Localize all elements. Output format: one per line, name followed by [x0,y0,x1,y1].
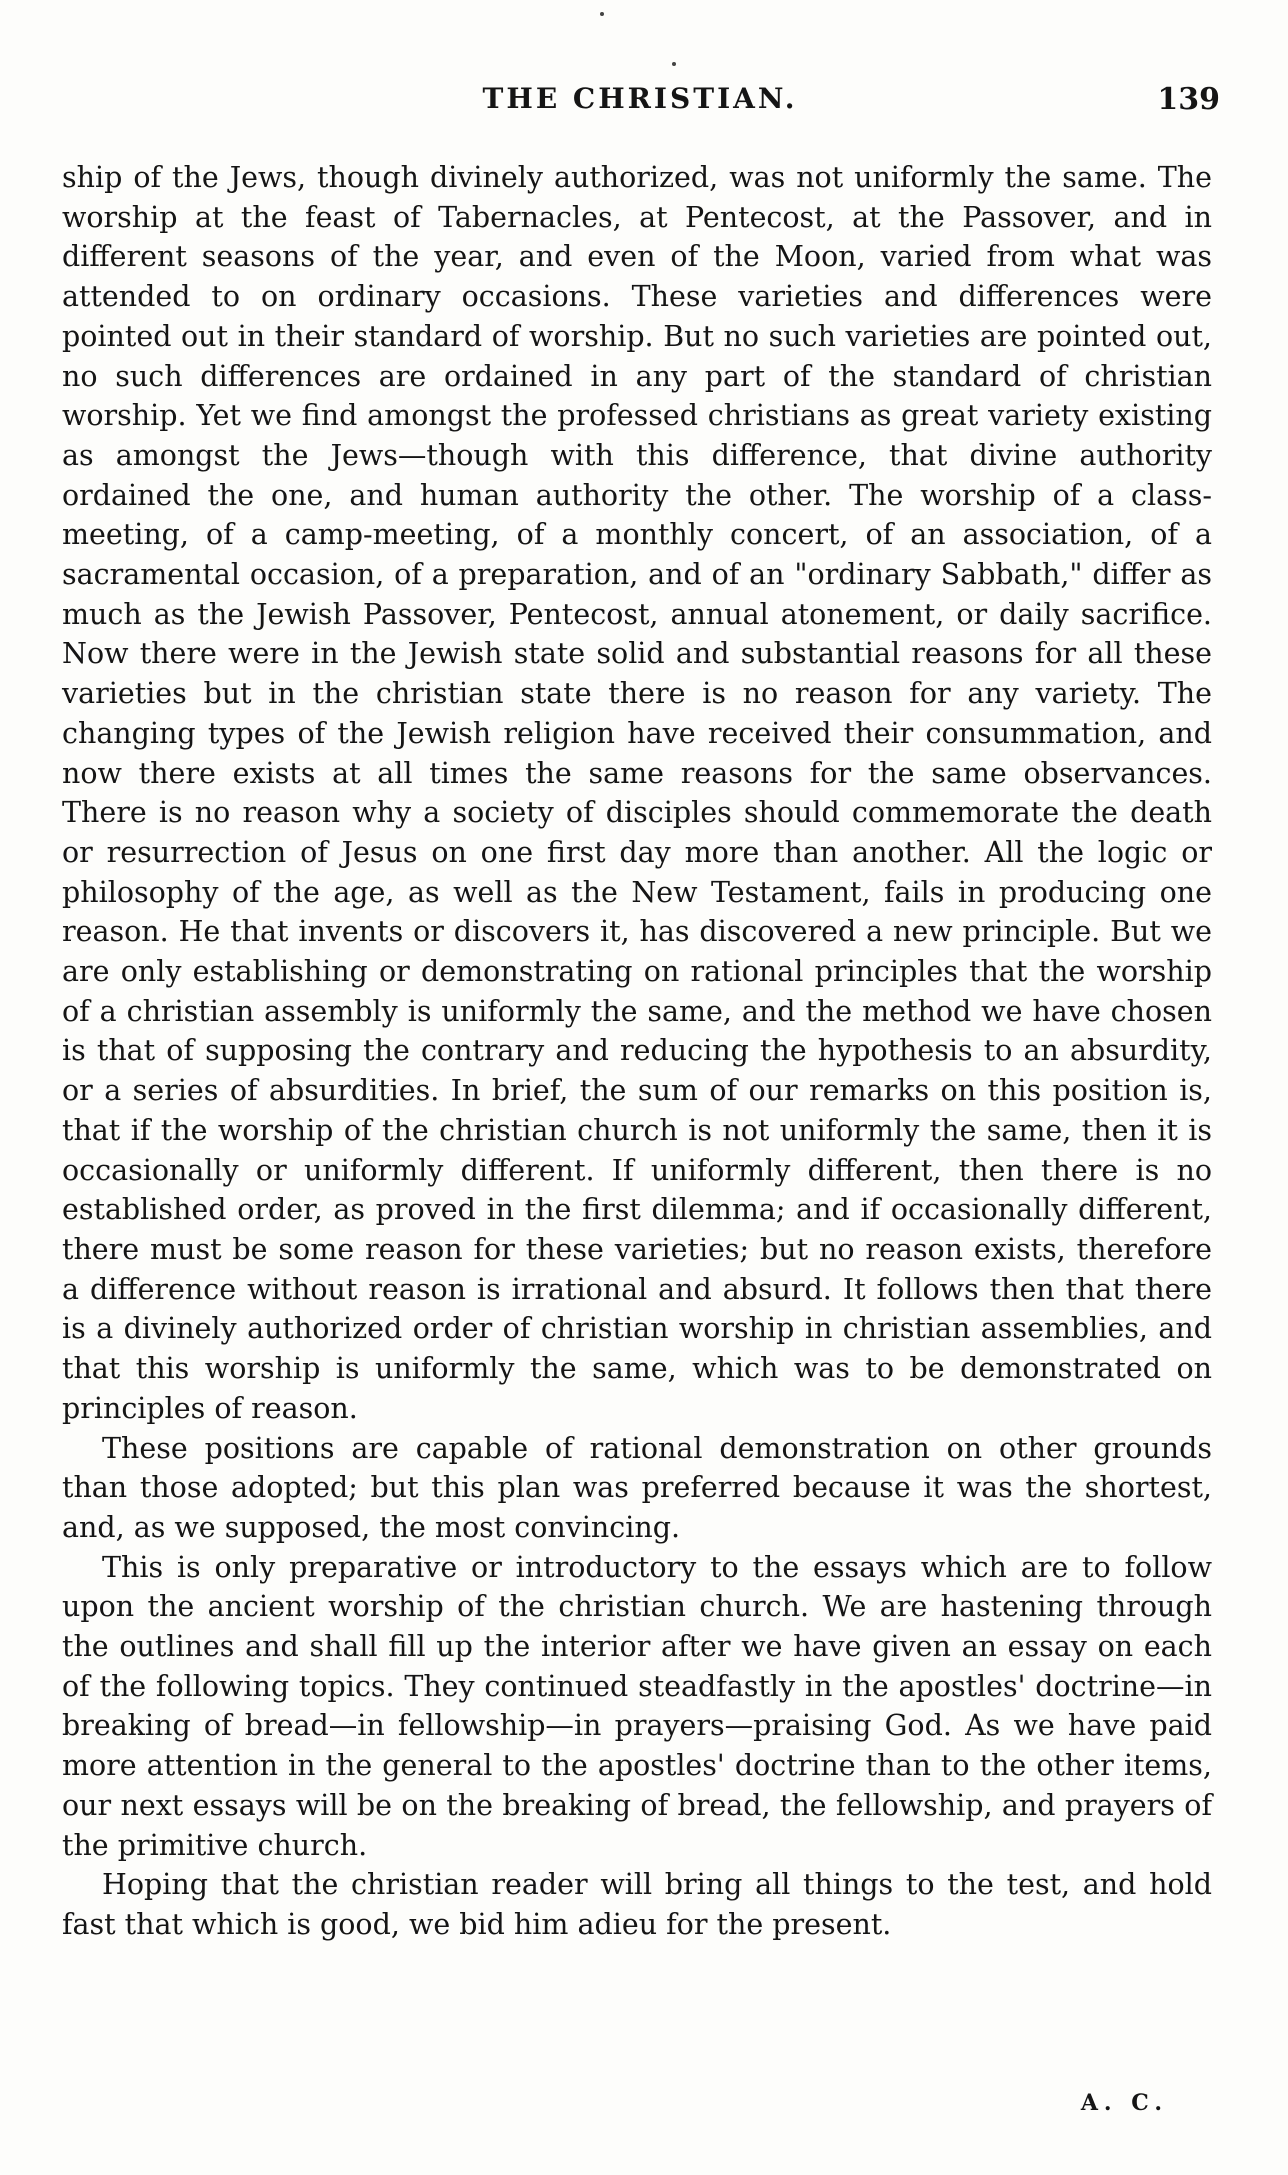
ink-speck [672,62,676,66]
running-head [60,82,1220,122]
paragraph-continued: ship of the Jews, though divinely authorized, was not uniformly the same. The worship at the feast of Tabernacles, at Pentecost, at the Passover, and in different seasons of the year, and even of the Moon, varied from what was attended to on ordinary occasions. These varieties and differences were pointed out in their standard of worship. But no such varieties are pointed out, no such differences are ordained in any part of the standard of christian worship. Yet we find amongst the professed christians as great variety existing as amongst the Jews—though with this difference, that divine authority ordained the one, and human authority the other. The worship of a class-meeting, of a camp-meeting, of a monthly concert, of an association, of a sacramental occasion, of a preparation, and of an "ordinary Sabbath," differ as much as the Jewish Passover, Pentecost, annual atonement, or daily sacrifice. Now there were in the Jewish state solid and substantial reasons for all these varieties but in the christian state there is no reason for any variety. The changing types of the Jewish religion have received their consummation, and now there exists at all times the same reasons for the same observances. There is no reason why a society of disciples should commemorate the death or resurrection of Jesus on one first day more than another. All the logic or philosophy of the age, as well as the New Testament, fails in producing one reason. He that invents or discovers it, has discovered a new principle. But we are only establishing or demonstrating on rational principles that the worship of a christian assembly is uniformly the same, and the method we have chosen is that of supposing the contrary and reducing the hypothesis to an absurdity, or a series of absurdities. In brief, the sum of our remarks on this position is, that if the worship of the christian church is not uniformly the same, then it is occasionally or uniformly different. If uniformly different, then there is no established order, as proved in the first dilemma; and if occasionally different, there must be some reason for these varieties; but no reason exists, therefore a difference without reason is irrational and absurd. It follows then that there is a divinely authorized order of christian worship in christian assemblies, and that this worship is uniformly the same, which was to be demonstrated on principles of reason. [62,161,1212,1425]
paragraph: Hoping that the christian reader will bring all things to the test, and hold fast that which is good, we bid him adieu for the present. [62,1868,1212,1941]
page-number: 139 [1157,82,1220,117]
paragraph: This is only preparative or introductory to the essays which are to follow upon the ancient worship of the christian church. We are hastening through the outlines and shall fill up the interior after we have given an essay on each of the following topics. They continued steadfastly in the apostles' doctrine—in breaking of bread—in fellowship—in prayers—praising God. As we have paid more attention in the general to the apostles' doctrine than to the other items, our next essays will be on the breaking of bread, the fellowship, and prayers of the primitive church. [62,1550,1212,1862]
author-signature: A. C. [1080,2090,1168,2116]
ink-speck [600,12,604,16]
running-title: THE CHRISTIAN. [482,82,798,115]
body-text [62,158,1212,1945]
paragraph: These positions are capable of rational demonstration on other grounds than those adopted; but this plan was preferred because it was the shortest, and, as we supposed, the most convincing. [62,1431,1212,1544]
